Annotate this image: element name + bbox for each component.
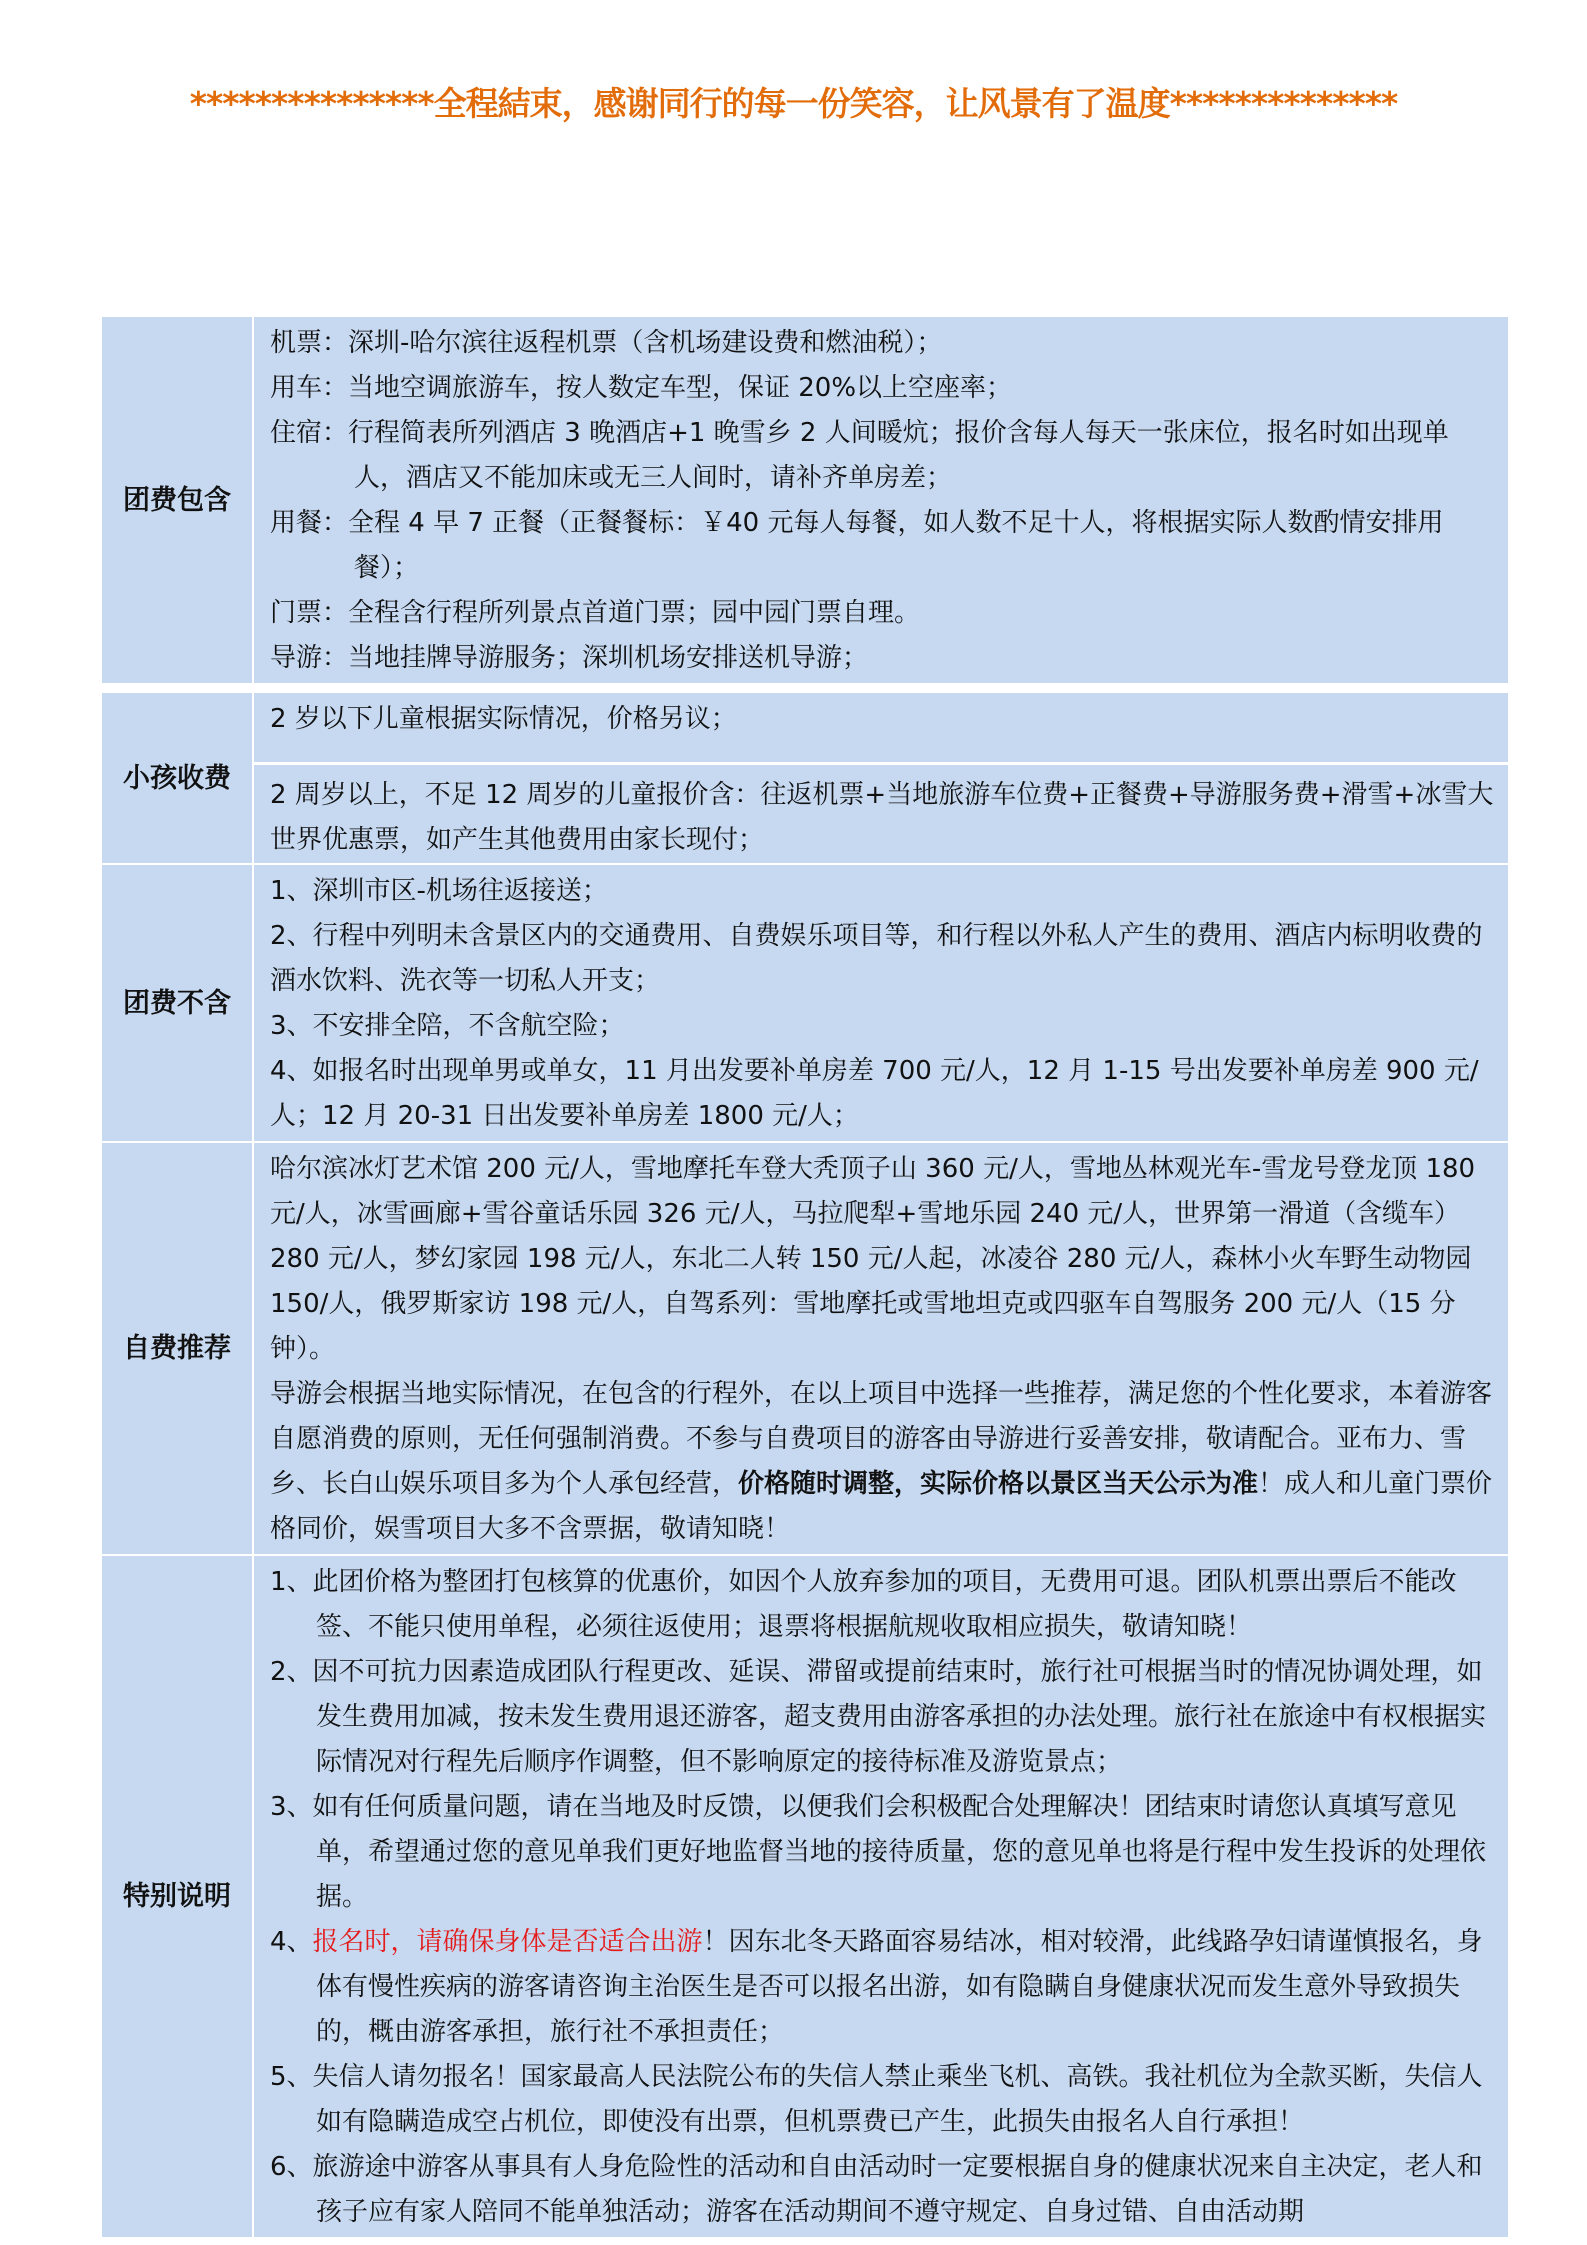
row-label: 特别说明: [101, 1555, 253, 2238]
list-item: [270, 1920, 1494, 2055]
row-content: [253, 688, 1509, 864]
list-item: 1、此团价格为整团打包核算的优惠价，如因个人放弃参加的项目，无费用可退。团队机票出票后不能改签、不能只使用单程，必须往返使用；退票将根据航规收取相应损失，敬请知晓！: [270, 1567, 1457, 1642]
list-item: 2 周岁以上，不足 12 周岁的儿童报价含：往返机票+当地旅游车位费+正餐费+导游服务费+滑雪+冰雪大世界优惠票，如产生其他费用由家长现付；: [254, 762, 1508, 863]
list-item: 机票：深圳-哈尔滨往返程机票（含机场建设费和燃油税）；: [270, 328, 943, 358]
closing-banner: ***************全程結束，感谢同行的每一份笑容，让风景有了温度**************: [189, 84, 1398, 123]
list-item: 3、不安排全陪，不含航空险；: [270, 1011, 625, 1041]
bold-notice: 价格随时调整，实际价格以景区当天公示为准: [738, 1469, 1259, 1499]
text: 4、: [270, 1927, 313, 1957]
list-item: 用餐：全程 4 早 7 正餐（正餐餐标：￥40 元每人每餐，如人数不足十人，将根据实际人数酌情安排用餐）；: [270, 508, 1444, 583]
row-child-fee: [101, 688, 1509, 864]
list-item: 5、失信人请勿报名！国家最高人民法院公布的失信人禁止乘坐飞机、高铁。我社机位为全款买断，失信人如有隐瞒造成空占机位，即使没有出票，但机票费已产生，此损失由报名人自行承担！: [270, 2062, 1483, 2137]
row-label: 团费包含: [101, 316, 253, 688]
health-warning: 报名时，请确保身体是否适合出游: [312, 1927, 703, 1957]
list-item: 哈尔滨冰灯艺术馆 200 元/人，雪地摩托车登大秃顶子山 360 元/人，雪地丛林观光车-雪龙号登龙顶 180 元/人，冰雪画廊+雪谷童话乐园 326 元/人，马拉爬犁+雪地乐园 240 元/人，世界第一滑道（含缆车）280 元/人，梦幻家园 198 元/人，东北二人转 150 元/人起，冰凌谷 280 元/人，森林小火车野生动物园 150/人，俄罗斯家访 198 元/人，自驾系列：雪地摩托或雪地坦克或四驱车自驾服务 200 元/人（15 分钟）。: [270, 1154, 1476, 1364]
row-label: 自费推荐: [101, 1142, 253, 1555]
row-content: [253, 1555, 1509, 2238]
list-item: 2 岁以下儿童根据实际情况，价格另议；: [270, 704, 737, 734]
row-content: [253, 864, 1509, 1142]
row-content: [253, 1142, 1509, 1555]
list-item: 6、旅游途中游客从事具有人身危险性的活动和自由活动时一定要根据自身的健康状况来自主决定，老人和孩子应有家人陪同不能单独活动；游客在活动期间不遵守规定、自身过错、自由活动期: [270, 2152, 1483, 2227]
list-item: 4、如报名时出现单男或单女，11 月出发要补单房差 700 元/人，12 月 1-15 号出发要补单房差 900 元/人；12 月 20-31 日出发要补单房差 1800 元/人；: [270, 1056, 1479, 1131]
list-item: 导游：当地挂牌导游服务；深圳机场安排送机导游；: [270, 643, 869, 673]
row-content: [253, 316, 1509, 688]
list-item: 住宿：行程简表所列酒店 3 晚酒店+1 晚雪乡 2 人间暖炕；报价含每人每天一张床位，报名时如出现单人，酒店又不能加床或无三人间时，请补齐单房差；: [270, 418, 1449, 493]
list-item: [270, 1372, 1494, 1552]
text: 导游会根据当地实际情况，在包含的行程外，在以上项目中选择一些推荐，满足您的个性化要求，本着游客自愿消费的原则，无任何强制消费。不参与自费项目的游客由导游进行妥善安排，敬请配合。亚布力、雪乡、长白山娱乐项目多为个人承包经营，: [270, 1379, 1493, 1499]
text: ！成人和儿童门票价格同价，娱雪项目大多不含票据，敬请知晓！: [270, 1469, 1493, 1544]
row-label: 小孩收费: [101, 688, 253, 864]
row-fee-includes: [101, 316, 1509, 688]
list-item: 1、深圳市区-机场往返接送；: [270, 876, 608, 906]
text: ！因东北冬天路面容易结冰，相对较滑，此线路孕妇请谨慎报名，身体有慢性疾病的游客请咨询主治医生是否可以报名出游，如有隐瞒自身健康状况而发生意外导致损失的，概由游客承担，旅行社不承担责任；: [316, 1927, 1483, 2047]
list-item: 用车：当地空调旅游车，按人数定车型，保证 20%以上空座率；: [270, 373, 1013, 403]
list-item: 2、行程中列明未含景区内的交通费用、自费娱乐项目等，和行程以外私人产生的费用、酒店内标明收费的酒水饮料、洗衣等一切私人开支；: [270, 921, 1483, 996]
row-fee-excludes: [101, 864, 1509, 1142]
row-optional-activities: [101, 1142, 1509, 1555]
row-label: 团费不含: [101, 864, 253, 1142]
list-item: 3、如有任何质量问题，请在当地及时反馈，以便我们会积极配合处理解决！团结束时请您认真填写意见单，希望通过您的意见单我们更好地监督当地的接待质量，您的意见单也将是行程中发生投诉的处理依据。: [270, 1792, 1487, 1912]
list-item: 2、因不可抗力因素造成团队行程更改、延误、滞留或提前结束时，旅行社可根据当时的情况协调处理，如发生费用加减，按未发生费用退还游客，超支费用由游客承担的办法处理。旅行社在旅途中有权根据实际情况对行程先后顺序作调整，但不影响原定的接待标准及游览景点；: [270, 1657, 1487, 1777]
list-item: 门票：全程含行程所列景点首道门票；园中园门票自理。: [270, 598, 921, 628]
row-special-notes: [101, 1555, 1509, 2238]
tour-info-table: [100, 315, 1510, 2239]
